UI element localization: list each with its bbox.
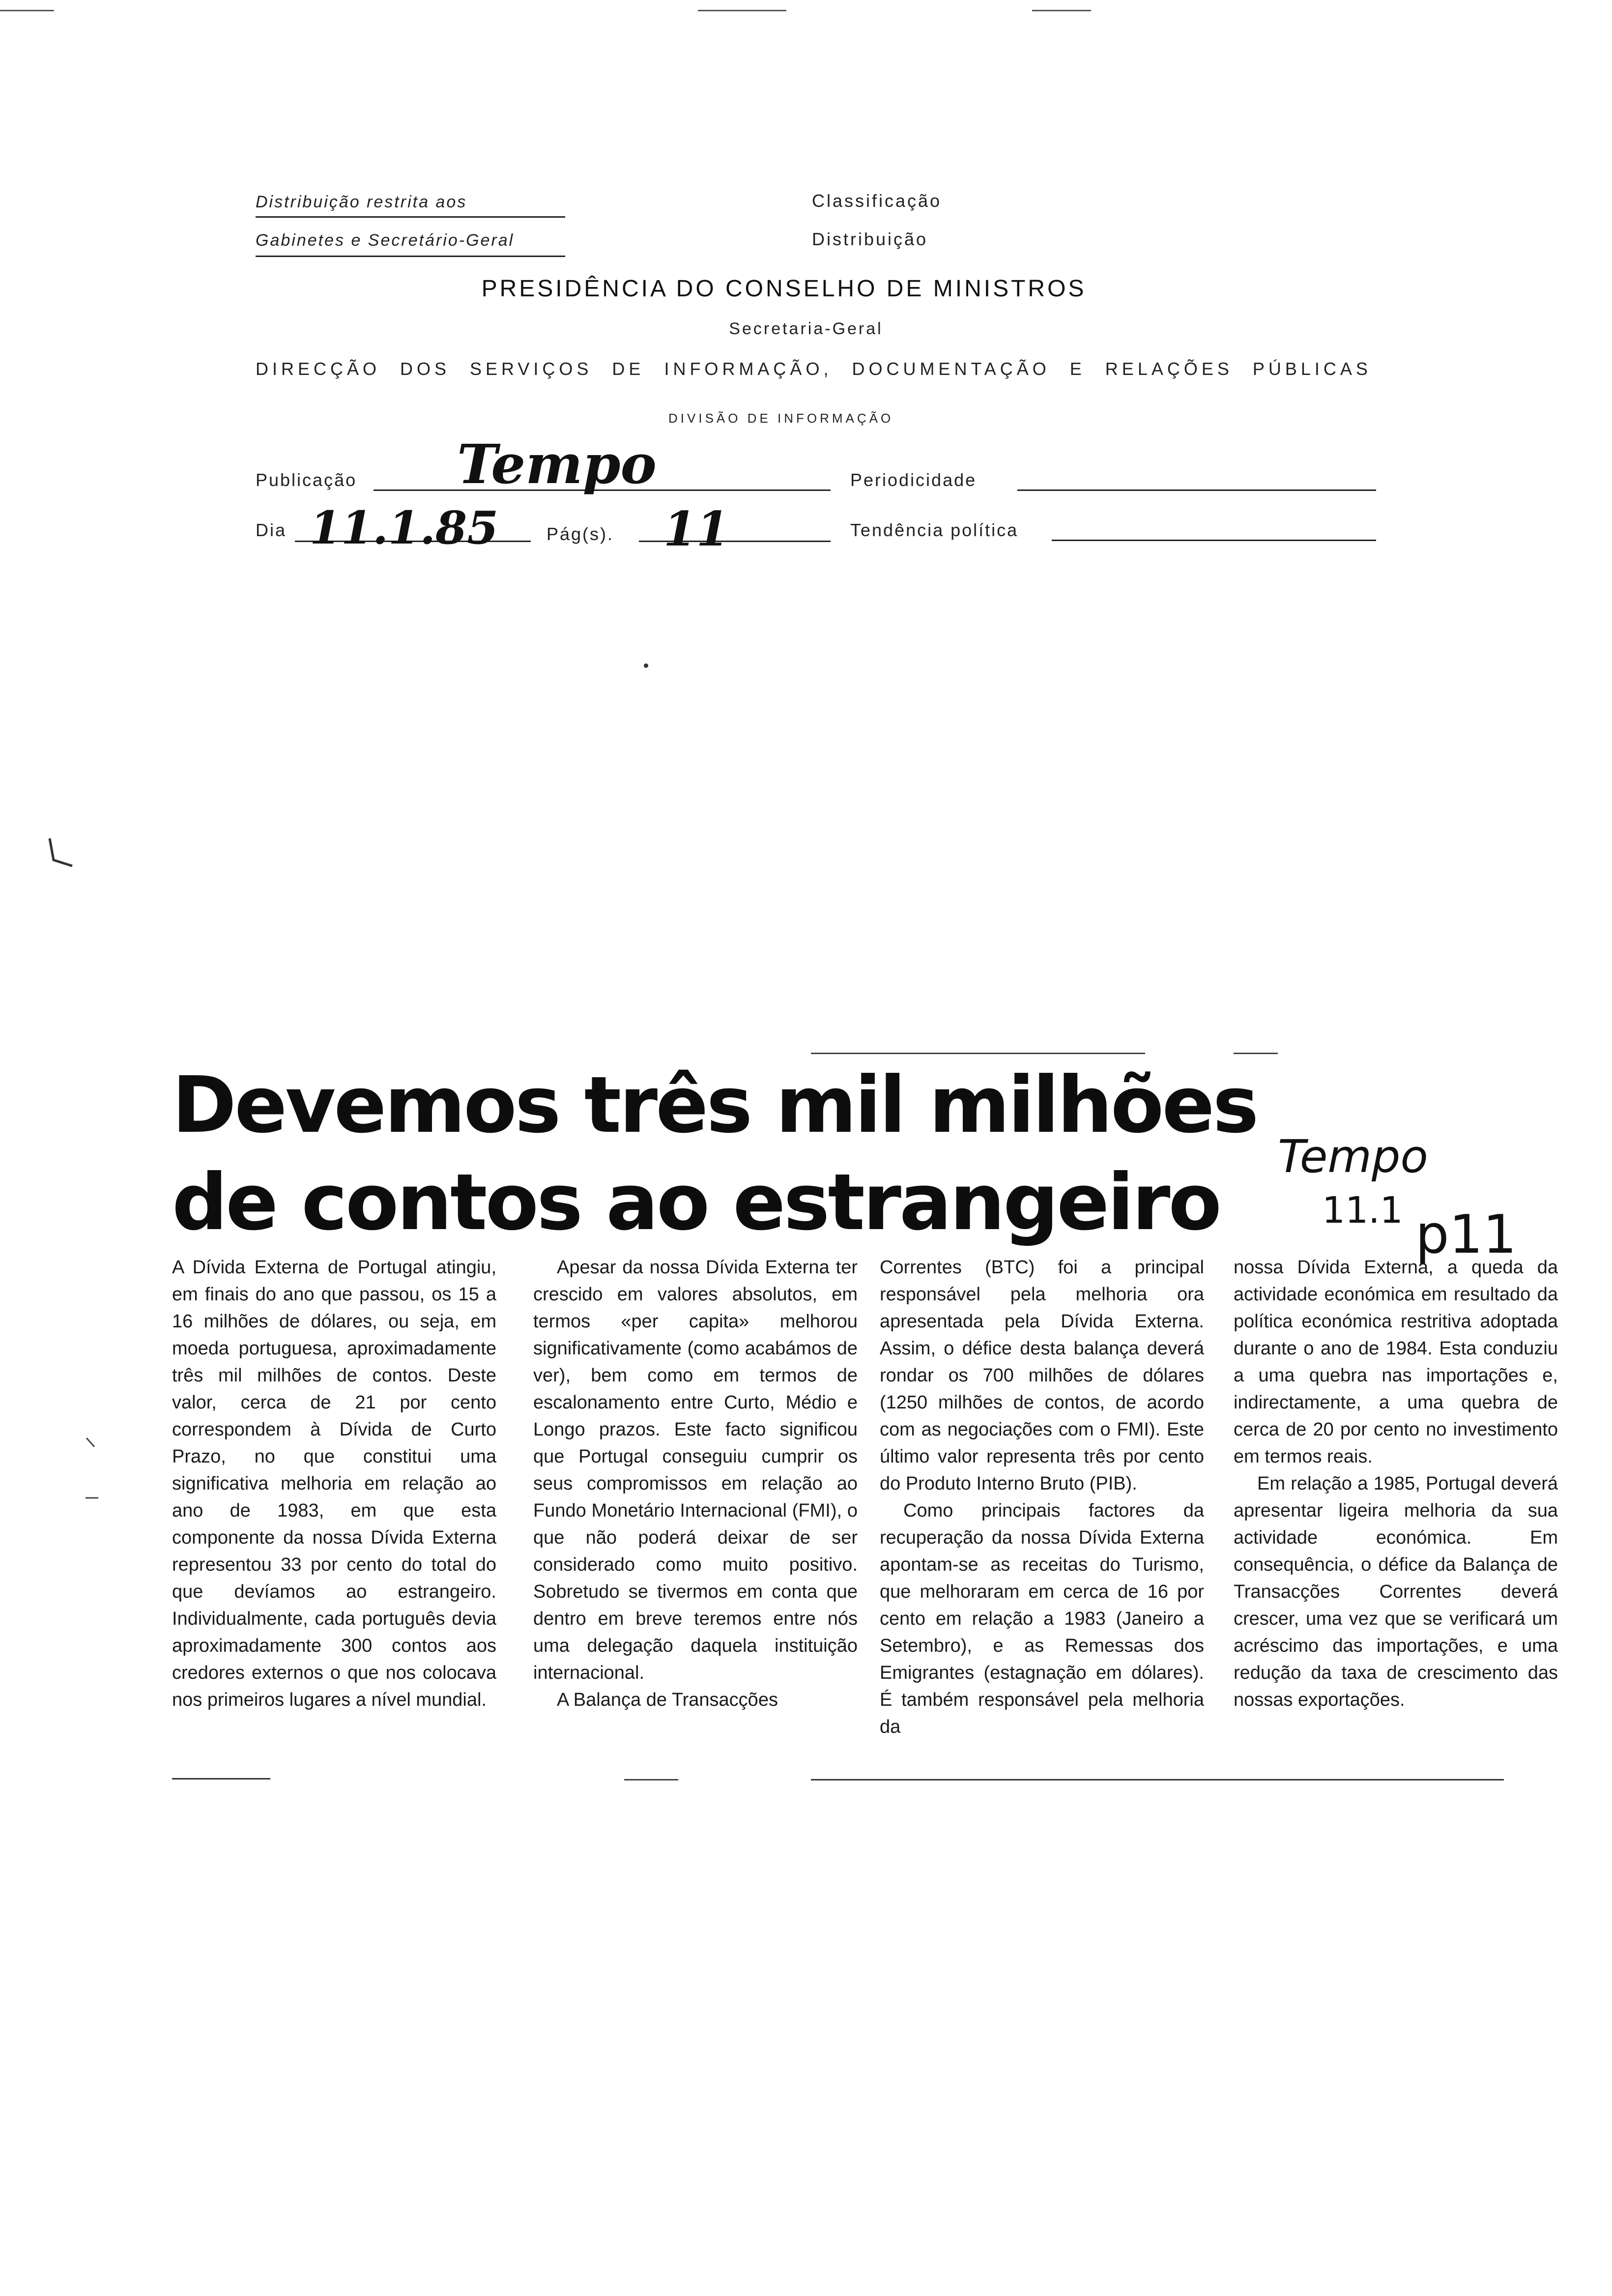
bottom-rule-left: [172, 1778, 270, 1779]
distribution-restricted-label: Distribuição restrita aos: [256, 193, 467, 211]
pages-label: Pág(s).: [547, 524, 614, 544]
bottom-rule-mid: [624, 1779, 678, 1780]
directorate-line: DIRECÇÃO DOS SERVIÇOS DE INFORMAÇÃO, DOCUMENTAÇÃO E RELAÇÕES PÚBLICAS: [256, 359, 1372, 379]
headline-line-2: de contos ao estrangeiro: [172, 1157, 1220, 1248]
periodicity-field-line: [1017, 489, 1376, 491]
org-title: PRESIDÊNCIA DO CONSELHO DE MINISTROS: [481, 276, 1087, 302]
pages-value: 11: [663, 501, 729, 557]
handwritten-page-note: p11: [1415, 1204, 1517, 1265]
column-1-paragraph-1: A Dívida Externa de Portugal atingiu, em finais do ano que passou, os 15 a 16 milhões de dólares, ou seja, em moeda portuguesa, aproximadamente três mil milhões de contos. Deste valor, cerca de 21 por cento correspondem à Dívida de Curto Prazo, no que constitui uma significativa melhoria em relação ao ano de 1983, em que esta componente da nossa Dívida Externa representou 33 por cento do total do que devíamos ao estrangeiro. Individualmente, cada português devia aproximadamente 300 contos aos credores externos o que nos colocava nos primeiros lugares a nível mundial.: [172, 1257, 496, 1710]
scan-artifact-top-left: [0, 10, 54, 11]
handwritten-date-note: 11.1: [1322, 1189, 1403, 1232]
article-column-2: [533, 1254, 858, 1714]
column-4-paragraph-2: Em relação a 1985, Portugal deverá apresentar ligeira melhoria da sua actividade económica. Em consequência, o défice da Balança de Transacções Correntes deverá crescer, uma vez que se verificará um acréscimo das importações, e uma redução da taxa de crescimento das nossas exportações.: [1234, 1473, 1558, 1710]
distribution-underline-2: [256, 256, 565, 257]
political-tendency-field-line: [1052, 540, 1376, 541]
article-column-1: [172, 1254, 496, 1714]
scan-dot: [644, 663, 648, 668]
distribution-label: Distribuição: [812, 229, 928, 249]
column-2-paragraph-1: Apesar da nossa Dívida Externa ter crescido em valores absolutos, em termos «per capita» melhorou significativamente (como acabámos de ver), bem como em termos de escalonamento entre Curto, Médio e Longo prazos. Este facto significou que Portugal conseguiu cumprir os seus compromissos em relação ao Fundo Monetário Internacional (FMI), o que não poderá deixar de ser considerado como muito positivo. Sobretudo se tivermos em conta que dentro em breve teremos entre nós uma delegação daquela instituição internacional.: [533, 1257, 858, 1683]
column-4-paragraph-1: nossa Dívida Externa, a queda da actividade económica em resultado da política económica restritiva adoptada durante o ano de 1984. Esta conduziu a uma quebra nas importações e, indirectamente, a uma quebra de cerca de 20 por cento no investimento em termos reais.: [1234, 1257, 1558, 1467]
headline-top-rule-2: [1234, 1053, 1278, 1054]
column-2-paragraph-2: A Balança de Transacções: [557, 1690, 778, 1710]
day-label: Dia: [256, 520, 287, 540]
headline-top-rule: [811, 1053, 1145, 1054]
column-3-paragraph-2: Como principais factores da recuperação da nossa Dívida Externa apontam-se as receitas do Turismo, que melhoraram em cerca de 16 por cento em relação a 1983 (Janeiro a Setembro), e as Remessas dos Emigrantes (estagnação em dólares). É também responsável pela melhoria da: [880, 1500, 1204, 1737]
division-line: DIVISÃO DE INFORMAÇÃO: [668, 411, 894, 426]
article-column-3: [880, 1254, 1204, 1741]
column-3-paragraph-1: Correntes (BTC) foi a principal responsável pela melhoria ora apresentada pela Dívida Externa. Assim, o défice desta balança deverá rondar os 700 milhões de dólares (1250 milhões de contos, de acordo com as negociações com o FMI). Este último valor representa três por cento do Produto Interno Bruto (PIB).: [880, 1257, 1204, 1494]
scan-artifact-top-mid: [698, 10, 786, 11]
publication-label: Publicação: [256, 470, 357, 490]
distribution-recipients-label: Gabinetes e Secretário-Geral: [256, 231, 515, 250]
headline-line-1: Devemos três mil milhões: [172, 1060, 1257, 1150]
periodicity-label: Periodicidade: [850, 470, 977, 490]
scan-mark-left: [47, 835, 81, 870]
handwritten-publication-note: Tempo: [1278, 1130, 1428, 1183]
scan-artifact-top-right: [1032, 10, 1091, 11]
classification-label: Classificação: [812, 191, 942, 211]
political-tendency-label: Tendência política: [850, 520, 1019, 540]
bottom-rule-right: [811, 1779, 1504, 1780]
distribution-underline-1: [256, 216, 565, 218]
org-subtitle: Secretaria-Geral: [729, 319, 883, 338]
article-column-4: [1234, 1254, 1558, 1714]
scan-mark-left-2: [84, 1435, 103, 1504]
publication-value: Tempo: [457, 432, 657, 496]
day-value: 11.1.85: [310, 501, 499, 554]
